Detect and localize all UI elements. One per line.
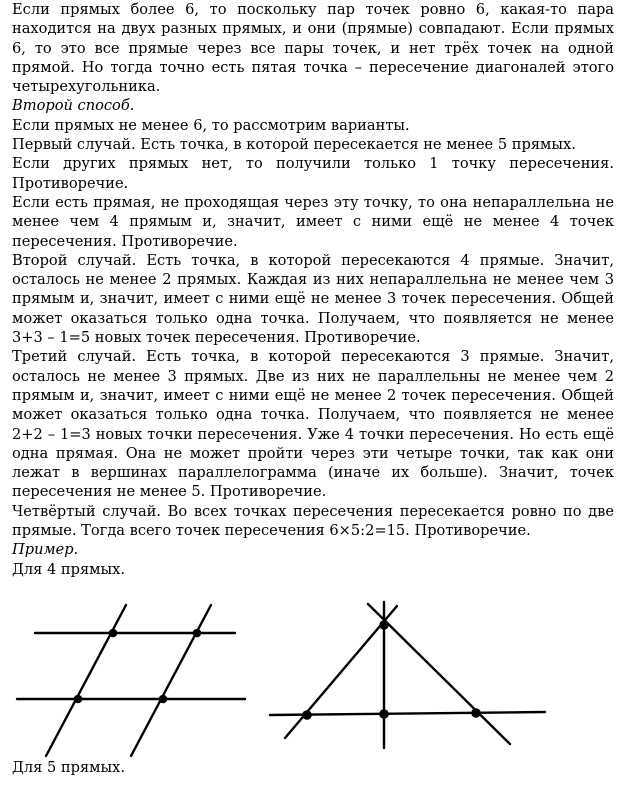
- paragraph-case-four: Четвёртый случай. Во всех точках пересечения пересекается ровно по две прямые. Тогда всего точек пересечения 6×5:2=15. Противоречие.: [12, 502, 614, 540]
- paragraph-case-one-other-line: Если есть прямая, не проходящая через эту точку, то она непараллельна не менее чем 4 прямым и, значит, имеет с ними ещё не менее 4 точек пересечения. Противоречие.: [12, 193, 614, 250]
- figure2-apex-point: [379, 620, 389, 630]
- caption-five-lines: Для 5 прямых.: [12, 759, 126, 776]
- figure2-intersection-point: [471, 708, 481, 718]
- caption-four-lines: Для 4 прямых.: [12, 560, 126, 578]
- heading-second-method: Второй способ.: [12, 97, 135, 115]
- paragraph-case-two: Второй случай. Есть точка, в которой пересекаются 4 прямые. Значит, осталось не менее 2 прямых. Каждая из них непараллельна не менее чем 3 прямым и, значит, имеет с ними ещё не менее 3 точек пересечения. Общей может оказаться только одна точка. Получаем, что появляется не менее 3+3 – 1=5 новых точек пересечения. Противоречие.: [12, 251, 614, 347]
- figure2-intersection-point: [379, 709, 389, 719]
- figure2-intersection-point: [302, 710, 312, 720]
- paragraph-case-one: Первый случай. Есть точка, в которой пересекается не менее 5 прямых.: [12, 136, 576, 154]
- paragraph-six-lines-argument: Если прямых более 6, то поскольку пар точек ровно 6, какая-то пара находится на двух разных прямых, и они (прямые) совпадают. Если прямых 6, то это все прямые через все пары точек, и нет трёх точек на одной прямой. Но тогда точно есть пятая точка – пересечение диагоналей этого четырехугольника.: [12, 1, 614, 96]
- document-body: [12, 0, 614, 579]
- paragraph-case-one-no-other-lines: Если других прямых нет, то получили только 1 точку пересечения. Противоречие.: [12, 155, 614, 192]
- paragraph-consider-variants: Если прямых не менее 6, то рассмотрим варианты.: [12, 116, 410, 134]
- paragraph-case-three: Третий случай. Есть точка, в которой пересекаются 3 прямые. Значит, осталось не менее 3 прямых. Две из них не параллельны не менее чем 2 прямым и, значит, имеет с ними ещё не менее 2 точек пересечения. Общей может оказаться только одна точка. Получаем, что появляется не менее 2+2 – 1=3 новых точки пересечения. Уже 4 точки пересечения. Но есть ещё одна прямая. Она не может пройти через эти четыре точки, так как они лежат в вершинах параллелограмма (иначе их больше). Значит, точек пересечения не менее 5. Противоречие.: [12, 348, 614, 501]
- five-lines-figure: [0, 598, 620, 758]
- heading-example: Пример.: [12, 541, 79, 559]
- figure2-right-side-line: [368, 604, 510, 744]
- figures-area: [0, 598, 620, 758]
